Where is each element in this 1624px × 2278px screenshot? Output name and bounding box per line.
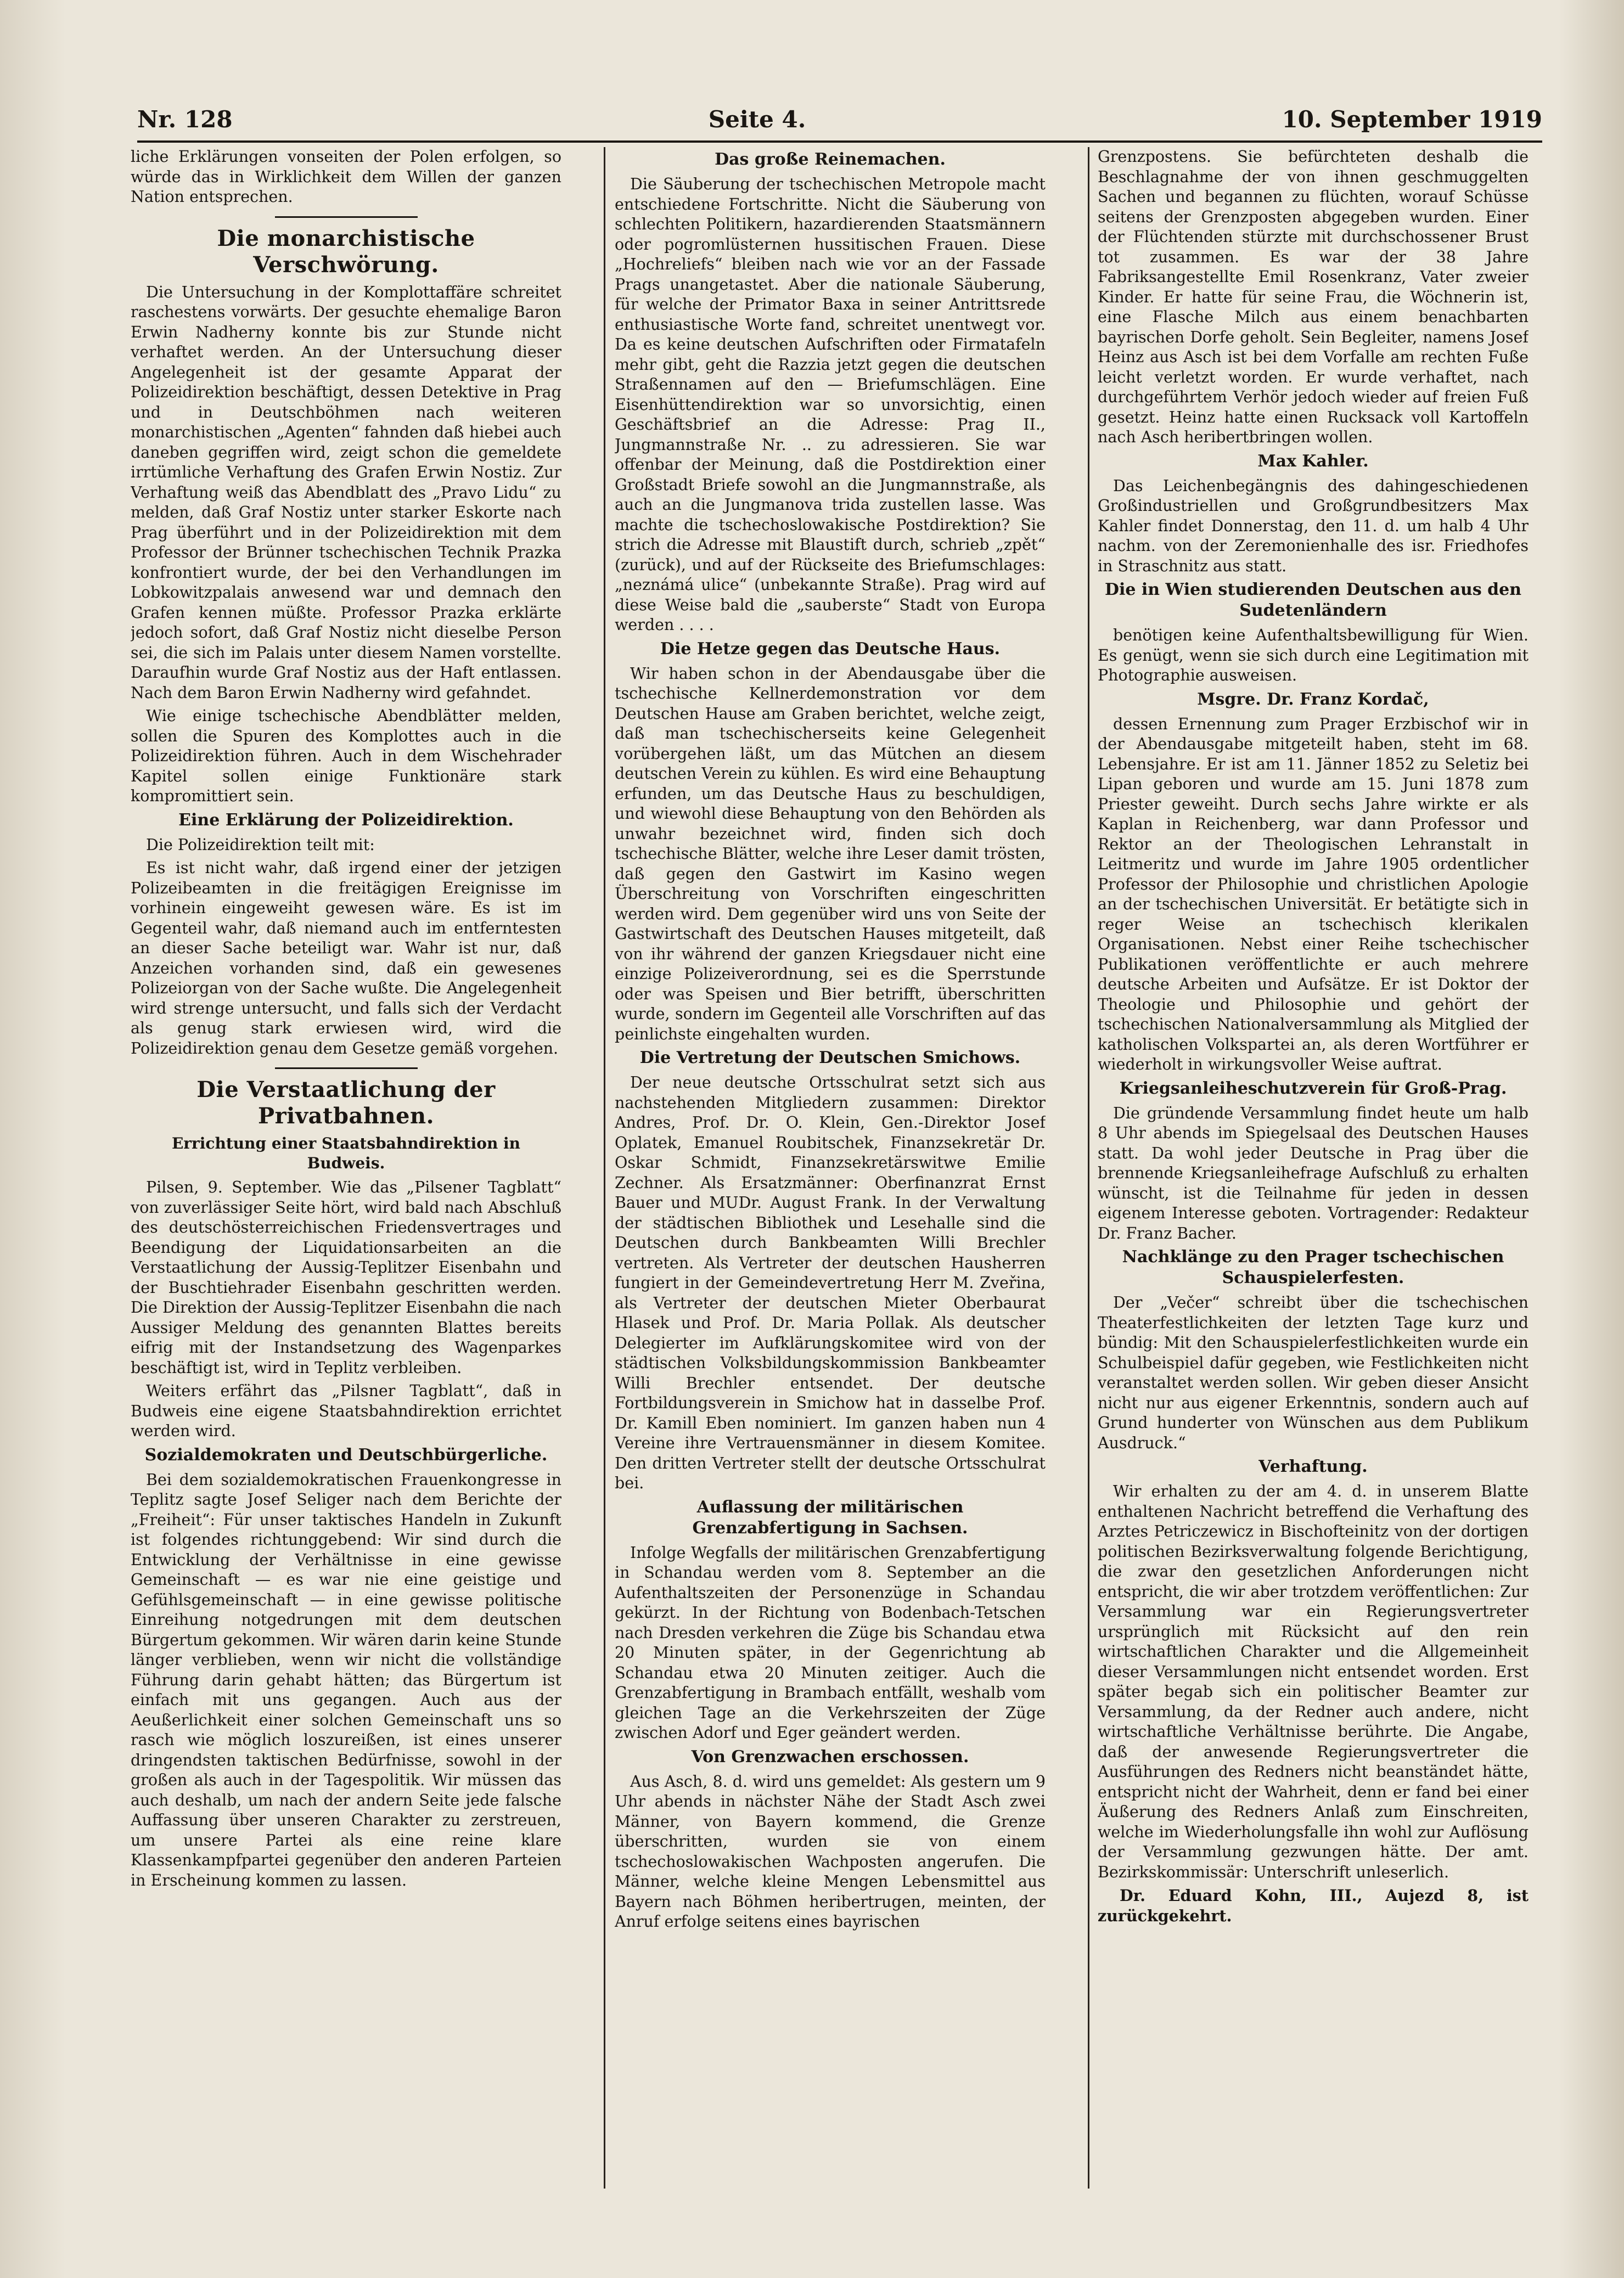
header-rule (137, 140, 1542, 143)
issue-date: 10. September 1919 (1282, 106, 1542, 133)
article-text: Das Leichenbegängnis des dahingeschiedenen Großindustriellen und Großgrundbesitzers Max Kahler findet Donnerstag, den 11. d. um halb 4 Uhr nachm. von der Zeremonienhalle des isr. Friedhofes in Straschnitz aus statt. (1098, 476, 1529, 575)
article-headline: Die in Wien studierenden Deutschen aus den Sudetenländern (1104, 580, 1522, 620)
article-headline: Eine Erklärung der Polizeidirektion. (178, 810, 514, 830)
article-text: Bei dem sozialdemokratischen Frauenkongresse in Teplitz sagte Josef Seliger nach dem Berichte der „Freiheit“: Für unser taktisches Handeln in Zukunft ist folgendes richtunggebend: Wir sind durch die Entwicklung der Verhältnisse in eine gewisse Gemeinschaft — es war nie eine geistige und Gefühlsgemeinschaft — in eine gewisse politische Einreihung notgedrungen mit dem deutschen Bürgertum gekommen. Wir wären darin keine Stunde länger verblieben, wenn wir nicht die vollständige Führung darin gehabt hätten; das Bürgertum ist einfach mit uns gegangen. Auch aus der Aeußerlichkeit einer solchen Gemeinschaft uns so rasch wie möglich loszureißen, ist eines unserer dringendsten taktischen Bedürfnisse, sowohl in der großen als auch in der Tagespolitik. Wir müssen das auch deshalb, um nach der andern Seite jede falsche Auffassung über unseren Charakter zu zerstreuen, um unsere Partei als eine reine klare Klassenkampfpartei gegenüber den anderen Parteien in Erscheinung kommen zu lassen. (131, 1470, 561, 1889)
article-text: Pilsen, 9. September. Wie das „Pilsener Tagblatt“ von zuverlässiger Seite hört, wird bald nach Abschluß des deutschösterreichischen Friedensvertrages und Beendigung der Liquidationsarbeiten an die Verstaatlichung der Aussig-Teplitzer Eisenbahn und der Buschtiehrader Eisenbahn geschritten werden. Die Direktion der Aussig-Teplitzer Eisenbahn die nach Aussiger Meldung des genannten Blattes bereits eifrig mit der Instandsetzung des Wagenparkes beschäftigt ist, wird in Teplitz verbleiben. (131, 1178, 561, 1377)
article-text: Weiters erfährt das „Pilsner Tagblatt“, daß in Budweis eine eigene Staatsbahndirektion errichtet werden wird. (131, 1382, 561, 1440)
article-text: dessen Ernennung zum Prager Erzbischof wir in der Abendausgabe mitgeteilt haben, steht im 68. Lebensjahre. Er ist am 11. Jänner 1852 zu Seletiz bei Lipan geboren und wurde am 15. Juni 1878 zum Priester geweiht. Durch sechs Jahre wirkte er als Kaplan in Reichenberg, war dann Professor und Rektor an der Theologischen Lehranstalt in Leitmeritz und wurde im Jahre 1905 ordentlicher Professor der Philosophie und christlichen Apologie an der tschechischen Universität. Er betätigte sich in reger Weise an tschechisch klerikalen Organisationen. Nebst einer Reihe tschechischer Publikationen veröffentlichte er auch mehrere deutsche Arbeiten und Aufsätze. Er ist Doktor der Theologie und Philosophie und gehört der tschechischen Nationalversammlung als Mitglied der katholischen Volkspartei an, als deren Wortführer er wiederholt in wirkungsvoller Weise auftrat. (1098, 715, 1529, 1073)
article-subheadline: Errichtung einer Staatsbahndirektion in Budweis. (171, 1134, 521, 1172)
section-divider (275, 216, 418, 218)
article-headline: Die monarchistische Verschwörung. (217, 225, 475, 278)
article-text: Infolge Wegfalls der militärischen Grenzabfertigung in Schandau werden vom 8. September an die Aufenthaltszeiten der Personenzüge in Schandau gekürzt. In der Richtung von Bodenbach-Tetschen nach Dresden verkehren die Züge bis Schandau etwa 20 Minuten später, in der Gegenrichtung ab Schandau etwa 20 Minuten zeitiger. Auch die Grenzabfertigung in Brambach entfällt, weshalb vom gleichen Tage an die Verkehrszeiten der Züge zwischen Adorf und Eger geändert werden. (615, 1543, 1046, 1742)
article-headline: Auflassung der militärischen Grenzabfertigung in Sachsen. (692, 1497, 968, 1538)
article-text: Die gründende Versammlung findet heute um halb 8 Uhr abends im Spiegelsaal des Deutschen Hauses statt. Da wohl jeder Deutsche in Prag über die brennende Kriegsanleihefrage Aufschluß zu erhalten wünscht, ist die Teilnahme für jeden in dessen eigenem Interesse geboten. Vortragender: Redakteur Dr. Franz Bacher. (1098, 1104, 1529, 1242)
article-headline: Die Hetze gegen das Deutsche Haus. (660, 639, 1001, 659)
article-text: Wir erhalten zu der am 4. d. in unserem Blatte enthaltenen Nachricht betreffend die Verhaftung des Arztes Petriczewicz in Bischofteinitz von der dortigen politischen Bezirksverwaltung folgende Berichtigung, die zwar den gesetzlichen Anforderungen nicht entspricht, die wir aber trotzdem veröffentlichen: Zur Versammlung war ein Regierungsvertreter ursprünglich mit Rücksicht auf den rein wirtschaftlichen Charakter und die Allgemeinheit dieser Versammlungen nicht entsendet worden. Erst später begab sich ein politischer Beamter zur Versammlung, da der Redner auch andere, nicht wirtschaftliche Verhältnisse berührte. Die Angabe, daß der anwesende Regierungsvertreter die Ausführungen des Redners nicht beanständet hätte, entspricht nicht der Wahrheit, denn er fand bei einer Äußerung des Redners Anlaß zum Einschreiten, welche im Wiederholungsfalle ihn wohl zur Auflösung der Versammlung gezwungen hätte. Der amt. Bezirkskommissär: Unterschrift unleserlich. (1098, 1482, 1529, 1881)
column-divider-2 (1088, 147, 1089, 2189)
notice-text: Dr. Eduard Kohn, III., Aujezd 8, ist zurückgekehrt. (1098, 1886, 1529, 1925)
page-header (137, 94, 1542, 133)
article-text: benötigen keine Aufenthaltsbewilligung für Wien. Es genügt, wenn sie sich durch eine Legitimation mit Photographie ausweisen. (1098, 626, 1529, 684)
article-text: Der „Večer“ schreibt über die tschechischen Theaterfestlichkeiten der letzten Tage kurz und bündig: Mit den Schauspielerfestlichkeiten wurde ein Schulbeispiel dafür gegeben, wie Festlichkeiten nicht veranstaltet werden sollen. Wir geben dieser Ansicht nicht nur aus eigener Erkenntnis, sondern auch auf Grund hunderter von Wünschen aus dem Publikum Ausdruck.“ (1098, 1293, 1529, 1452)
article-text: Der neue deutsche Ortsschulrat setzt sich aus nachstehenden Mitgliedern zusammen: Direktor Andres, Prof. Dr. O. Klein, Gen.-Direktor Josef Oplatek, Emanuel Roubitschek, Finanzsekretär Dr. Oskar Schmidt, Finanzsekretärswitwe Emilie Zechner. Als Ersatzmänner: Oberfinanzrat Ernst Bauer und MUDr. August Frank. In der Verwaltung der städtischen Bibliothek und Lesehalle sind die Deutschen durch Bankbeamten Willi Brechler vertreten. Als Vertreter der deutschen Hausherren fungiert in der Gemeindevertretung Herr M. Zveřina, als Vertreter der deutschen Mieter Oberbaurat Hlasek und Prof. Dr. Maria Pollak. Als deutscher Delegierter im Aufklärungskomitee wird von der städtischen Volksbildungskommission Bankbeamter Willi Brechler entsendet. Der deutsche Fortbildungsverein in Smichow hat in dasselbe Prof. Dr. Kamill Eben nominiert. Im ganzen haben nun 4 Vereine ihre Vertrauensmänner in diesem Komitee. Den dritten Vertreter stellt der deutsche Ortsschulrat bei. (615, 1073, 1046, 1492)
section-divider (275, 1067, 418, 1069)
article-text: Die Polizeidirektion teilt mit: (146, 835, 375, 854)
article-text: Grenzpostens. Sie befürchteten deshalb die Beschlagnahme der von ihnen geschmuggelten Sachen und begannen zu flüchten, worauf Schüsse seitens der Grenzposten abgegeben wurden. Einer der Flüchtenden stürzte mit durchschossener Brust tot zusammen. Es war der 38 Jahre Fabriksangestellte Emil Rosenkranz, Vater zweier Kinder. Er hatte für seine Frau, die Wöchnerin ist, eine Flasche Milch aus einem benachbarten bayrischen Dorfe geholt. Sein Begleiter, namens Josef Heinz aus Asch ist bei dem Vorfalle am rechten Fuße leicht verletzt worden. Er wurde verhaftet, nach durchgeführtem Verhör jedoch wieder auf freien Fuß gesetzt. Heinz hatte einen Rucksack voll Kartoffeln nach Asch heribertbringen wollen. (1098, 148, 1529, 446)
article-headline: Von Grenzwachen erschossen. (691, 1747, 969, 1767)
issue-number: Nr. 128 (137, 106, 233, 133)
column-3 (1098, 147, 1529, 2189)
column-1 (131, 147, 561, 2189)
article-headline: Msgre. Dr. Franz Kordač, (1197, 689, 1429, 709)
article-text: Die Säuberung der tschechischen Metropole macht entschiedene Fortschritte. Nicht die Säuberung von schlechten Politikern, hazardierenden Staatsmännern oder pogromlüsternen hussitischen Frauen. Diese „Hochreliefs“ bleiben nach wie vor an der Fassade Prags unangetastet. Aber die nationale Säuberung, für welche der Primator Baxa in seiner Antrittsrede enthusiastische Worte fand, schreitet unentwegt vor. Da es keine deutschen Aufschriften oder Firmatafeln mehr gibt, geht die Razzia jetzt gegen die deutschen Straßennamen auf den — Briefumschlägen. Eine Eisenhüttendirektion war so unvorsichtig, einen Geschäftsbrief an die Adresse: Prag II., Jungmannstraße Nr. .. zu adressieren. Sie war offenbar der Meinung, daß die Postdirektion einer Großstadt Briefe sowohl an die Jungmannstraße, als auch an die Jungmanova trida zustellen lasse. Was machte die tschechoslowakische Postdirektion? Sie strich die Adresse mit Blaustift durch, schrieb „zpět“ (zurück), und auf der Rückseite des Briefumschlages: „neznámá ulice“ (unbekannte Straße). Prag wird auf diese Weise bald die „sauberste“ Stadt von Europa werden . . . . (615, 175, 1046, 634)
article-text: Wie einige tschechische Abendblätter melden, sollen die Spuren des Komplottes auch in die Polizeidirektion führen. Auch in dem Wischehrader Kapitel sollen einige Funktionäre stark kompromittiert sein. (131, 707, 561, 805)
article-headline: Die Verstaatlichung der Privatbahnen. (196, 1077, 496, 1129)
article-headline: Kriegsanleiheschutzverein für Groß-Prag. (1119, 1078, 1507, 1098)
article-headline: Sozialdemokraten und Deutschbürgerliche. (144, 1445, 548, 1465)
article-headline: Die Vertretung der Deutschen Smichows. (639, 1048, 1021, 1067)
page-number: Seite 4. (708, 106, 806, 133)
article-text: Es ist nicht wahr, daß irgend einer der jetzigen Polizeibeamten in die freitägigen Ereignisse im vorhinein eingeweiht gewesen wäre. Es ist im Gegenteil wahr, daß niemand auch im entferntesten an dieser Sache beteiligt war. Wahr ist nur, daß Anzeichen vorhanden sind, daß ein gewesenes Polizeiorgan von der Sache wußte. Die Angelegenheit wird strenge untersucht, und falls sich der Verdacht als genug stark erwiesen wird, wird die Polizeidirektion genau dem Gesetze gemäß vorgehen. (131, 859, 561, 1058)
article-headline: Nachklänge zu den Prager tschechischen Schauspielerfesten. (1122, 1247, 1504, 1287)
article-headline: Das große Reinemachen. (715, 150, 946, 169)
article-text: Aus Asch, 8. d. wird uns gemeldet: Als gestern um 9 Uhr abends in nächster Nähe der Stadt Asch zwei Männer, von Bayern kommend, die Grenze überschritten, wurden sie von einem tschechoslowakischen Wachposten angerufen. Die Männer, welche kleine Mengen Lebensmittel aus Bayern nach Böhmen heribertrugen, meinten, der Anruf erfolge seitens eines bayrischen (615, 1772, 1046, 1931)
article-text: Wir haben schon in der Abendausgabe über die tschechische Kellnerdemonstration vor dem Deutschen Hause am Graben berichtet, welche zeigt, daß man tschechischerseits keine Gelegenheit vorübergehen läßt, um das Mütchen an diesem deutschen Verein zu kühlen. Es wird eine Behauptung erfunden, um das Deutsche Haus zu beschuldigen, und wiewohl diese Behauptung von den Behörden als unwahr bezeichnet wird, finden sich doch tschechische Blätter, welche ihre Leser damit trösten, daß gegen den Gastwirt im Kasino wegen Überschreitung von Vorschriften eingeschritten werden wird. Dem gegenüber wird uns von Seite der Gastwirtschaft des Deutschen Hauses mitgeteilt, daß von ihr während der ganzen Kriegsdauer nicht eine einzige Polizeiverordnung, sei es die Sperrstunde oder was Speisen und Bier betrifft, überschritten wurde, sondern im Gegenteil alle Vorschriften auf das peinlichste eingehalten wurden. (615, 664, 1046, 1043)
article-text: liche Erklärungen vonseiten der Polen erfolgen, so würde das in Wirklichkeit dem Willen der ganzen Nation entsprechen. (131, 148, 561, 206)
column-2 (615, 147, 1046, 2189)
article-headline: Verhaftung. (1258, 1457, 1368, 1476)
article-text: Die Untersuchung in der Komplottaffäre schreitet raschestens vorwärts. Der gesuchte ehemalige Baron Erwin Nadherny konnte bis zur Stunde nicht verhaftet werden. An der Untersuchung dieser Angelegenheit ist der gesamte Apparat der Polizeidirektion beschäftigt, dessen Detektive in Prag und in Deutschböhmen nach weiteren monarchistischen „Agenten“ fahnden daß hiebei auch daneben gegriffen wird, zeigt schon die gemeldete irrtümliche Verhaftung des Grafen Erwin Nostiz. Zur Verhaftung weiß das Abendblatt des „Pravo Lidu“ zu melden, daß Graf Nostiz unter starker Eskorte nach Prag überführt und in der Polizeidirektion mit dem Professor der Brünner tschechischen Technik Prazka konfrontiert wurde, der bei den Verhandlungen im Lobkowitzpalais anwesend war und demnach den Grafen kennen müßte. Professor Prazka erklärte jedoch sofort, daß Graf Nostiz nicht dieselbe Person sei, die sich im Palais unter diesem Namen vorstellte. Daraufhin wurde Graf Nostiz aus der Haft entlassen. Nach dem Baron Erwin Nadherny wird gefahndet. (131, 283, 561, 702)
article-headline: Max Kahler. (1257, 451, 1369, 471)
column-divider-1 (604, 147, 605, 2189)
